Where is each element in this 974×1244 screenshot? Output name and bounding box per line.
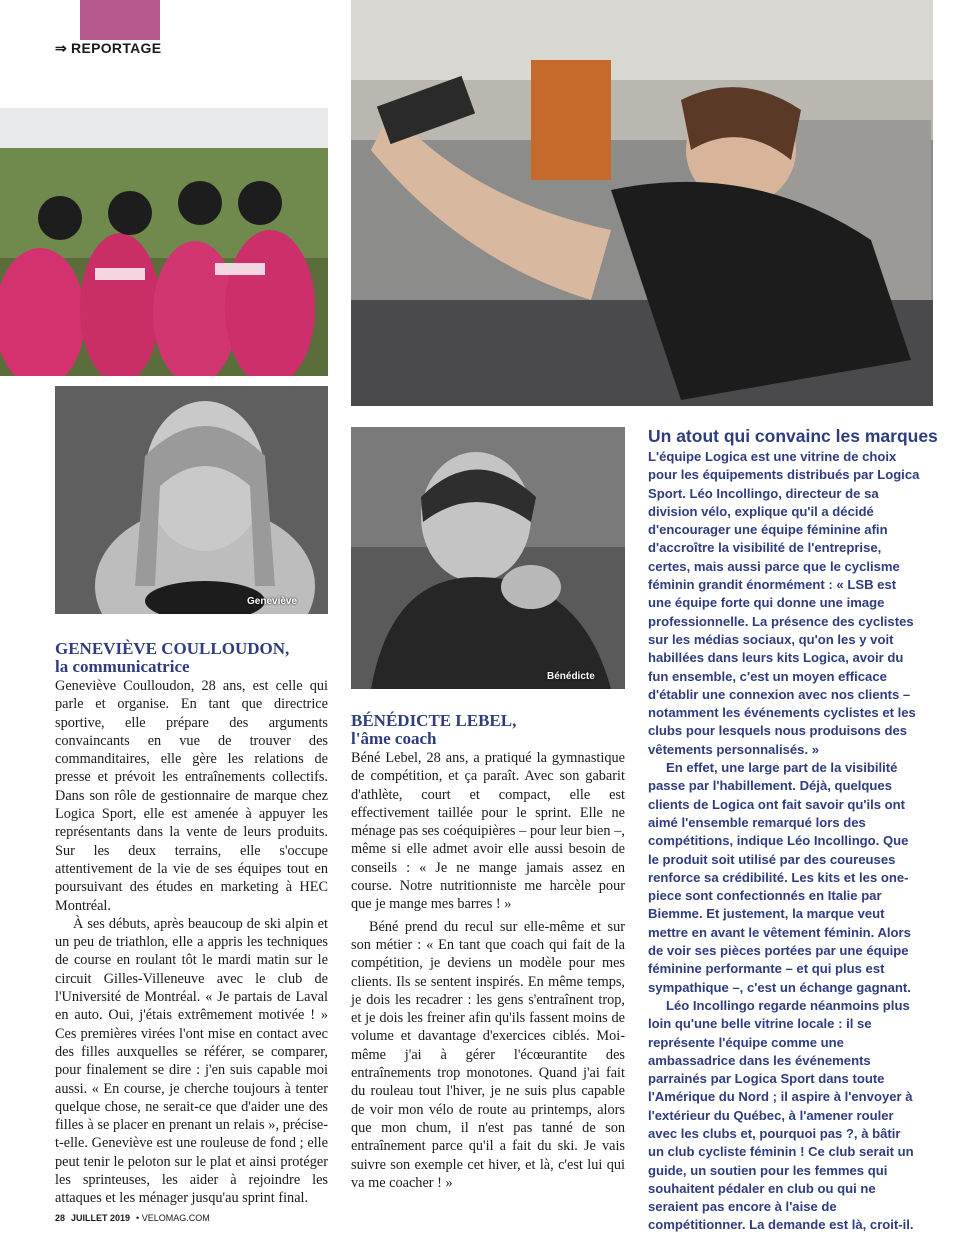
issue-date: JUILLET 2019: [71, 1213, 131, 1223]
benedicte-photo-caption: Bénédicte: [547, 671, 595, 682]
benedicte-name: BÉNÉDICTE LEBEL,: [351, 711, 517, 730]
genevieve-role: la communicatrice: [55, 657, 190, 676]
gym-photo-image: [351, 0, 933, 406]
genevieve-body: [55, 677, 328, 1208]
section-label: ⇒ REPORTAGE: [55, 40, 162, 56]
page-number: 28: [55, 1213, 66, 1223]
genevieve-photo-image: [55, 386, 328, 614]
benedicte-photo-image: [351, 427, 625, 689]
genevieve-photo: [55, 386, 328, 614]
benedicte-paragraph: Béné prend du recul sur elle-même et sur son métier : « En tant que coach qui fait de la compétition, je deviens un modèle pour mes clients. Ils se sentent inspirés. En même temps, je dois les recadrer : les gens s'entraînent trop, et je dois les freiner afin qu'ils fassent moins de volume et davantage d'exercices ciblés. Moi-même j'ai à gérer l'écœurantite des entraînements trop monotones. Quand j'ai fait du rouleau tout l'hiver, je ne suis plus capable de voir mon vélo de route au printemps, alors que mon chum, il n'est pas tanné de son entraînement parce qu'il a fait du ski. Je vais suivre son exemple cet hiver, et là, c'est lui qui va me coacher ! »: [351, 918, 625, 1191]
benedicte-photo: [351, 427, 625, 689]
genevieve-name: GENEVIÈVE COULLOUDON,: [55, 639, 290, 658]
sidebar-paragraph: L'équipe Logica est une vitrine de choix pour les équipements distribués par Logica Sport. Léo Incollingo, directeur de sa division vélo, explique qu'il a décidé d'encourager une équipe féminine afin d'accroître la visibilité de l'entreprise, certes, mais aussi parce que le cyclisme féminin grandit énormément : « LSB est une équipe forte qui donne une image professionnelle. La présence des cyclistes sur les médias sociaux, qu'on les y voit habillées dans leurs kits Logica, avoir du fun ensemble, c'est un moyen efficace d'établir une connexion avec nos clients – notamment les événements cyclistes et les clubs pour lesquels nous produisons des vêtements personnalisés. »: [648, 449, 920, 757]
benedicte-role: l'âme coach: [351, 729, 437, 748]
genevieve-photo-caption: Geneviève: [247, 596, 298, 607]
team-photo: [0, 108, 328, 376]
sidebar-title: Un atout qui convainc les marques: [648, 426, 938, 446]
footer-separator: •: [136, 1213, 140, 1223]
benedicte-body: [351, 749, 625, 1192]
gym-photo: [351, 0, 933, 406]
team-photo-image: [0, 108, 328, 376]
double-arrow-icon: ⇒: [55, 40, 68, 56]
benedicte-paragraph: Béné Lebel, 28 ans, a pratiqué la gymnastique de compétition, et ça paraît. Avec son gabarit d'athlète, court et compact, elle est effectivement taillée pour le sprint. Elle ne ménage pas ses coéquipières – pour leur bien –, même si elle admet avoir elle aussi besoin de conseils : « Je ne mange jamais assez en course. Notre nutritionniste me harcèle pour que je mange mes barres ! »: [351, 750, 625, 913]
genevieve-paragraph: Geneviève Coulloudon, 28 ans, est celle qui parle et organise. En tant que directrice sportive, elle prépare des arguments convaincants en vue de trouver des commanditaires, elle gère les relations de presse et prévoit les entraînements collectifs. Dans son rôle de gestionnaire de marque chez Logica Sport, elle est amenée à appuyer les représentants dans la vente de leurs produits. Sur les deux terrains, elle s'occupe attentivement de la vie de ses équipes tout en poursuivant des études en marketing à HEC Montréal.: [55, 678, 328, 914]
genevieve-heading: [55, 640, 330, 676]
sidebar-body: [648, 448, 920, 1235]
site-name: VELOMAG.COM: [141, 1213, 210, 1223]
genevieve-paragraph: À ses débuts, après beaucoup de ski alpin et un peu de triathlon, elle a appris les techniques de course en roulant tôt le mardi matin sur le circuit Gilles-Villeneuve avec le club de l'Université de Montréal. « Je partais de Laval en auto. Oui, j'étais extrêmement motivée ! » Ces premières virées l'ont mise en contact avec des filles auxquelles se référer, se comparer, pour finalement se dire : j'en suis capable moi aussi. « En course, je cherche toujours à tenter quelque chose, ne serait-ce que d'aider une des filles à se placer en prenant un relais », précise-t-elle. Geneviève est une rouleuse de fond ; elle peut tenir le peloton sur le plat et ainsi protéger les sprinteuses, les aider à rejoindre les attaques et les ménager jusqu'au sprint final.: [55, 915, 328, 1207]
sidebar-paragraph: Léo Incollingo regarde néanmoins plus loin qu'une belle vitrine locale : il se représente l'équipe comme une ambassadrice dans les événements parrainés par Logica Sport dans toute l'Amérique du Nord ; il aspire à l'envoyer à l'extérieur du Québec, à l'amener rouler avec les clubs et, pourquoi pas ?, à bâtir un club cycliste féminin ! Ce club serait un guide, un soutien pour les femmes qui souhaitent pédaler en club ou qui ne seraient pas encore à l'aise de compétitionner. La demande est là, croit-il.: [648, 997, 914, 1233]
sidebar-paragraph: En effet, une large part de la visibilité passe par l'habillement. Déjà, quelques clients de Logica ont fait savoir qu'ils ont aimé l'ensemble remarqué lors des compétitions, indique Léo Incollingo. Que le produit soit utilisé par des coureuses renforce sa crédibilité. Les kits et les one-piece sont confectionnés en Italie par Biemme. Et justement, la marque veut mettre en avant le vêtement féminin. Alors de voir ses pièces portées par une équipe féminine performante – et qui plus est sympathique –, c'est un échange gagnant.: [648, 760, 911, 995]
section-color-tab: [80, 0, 160, 40]
page-footer: [55, 1213, 210, 1223]
benedicte-heading: [351, 712, 626, 748]
